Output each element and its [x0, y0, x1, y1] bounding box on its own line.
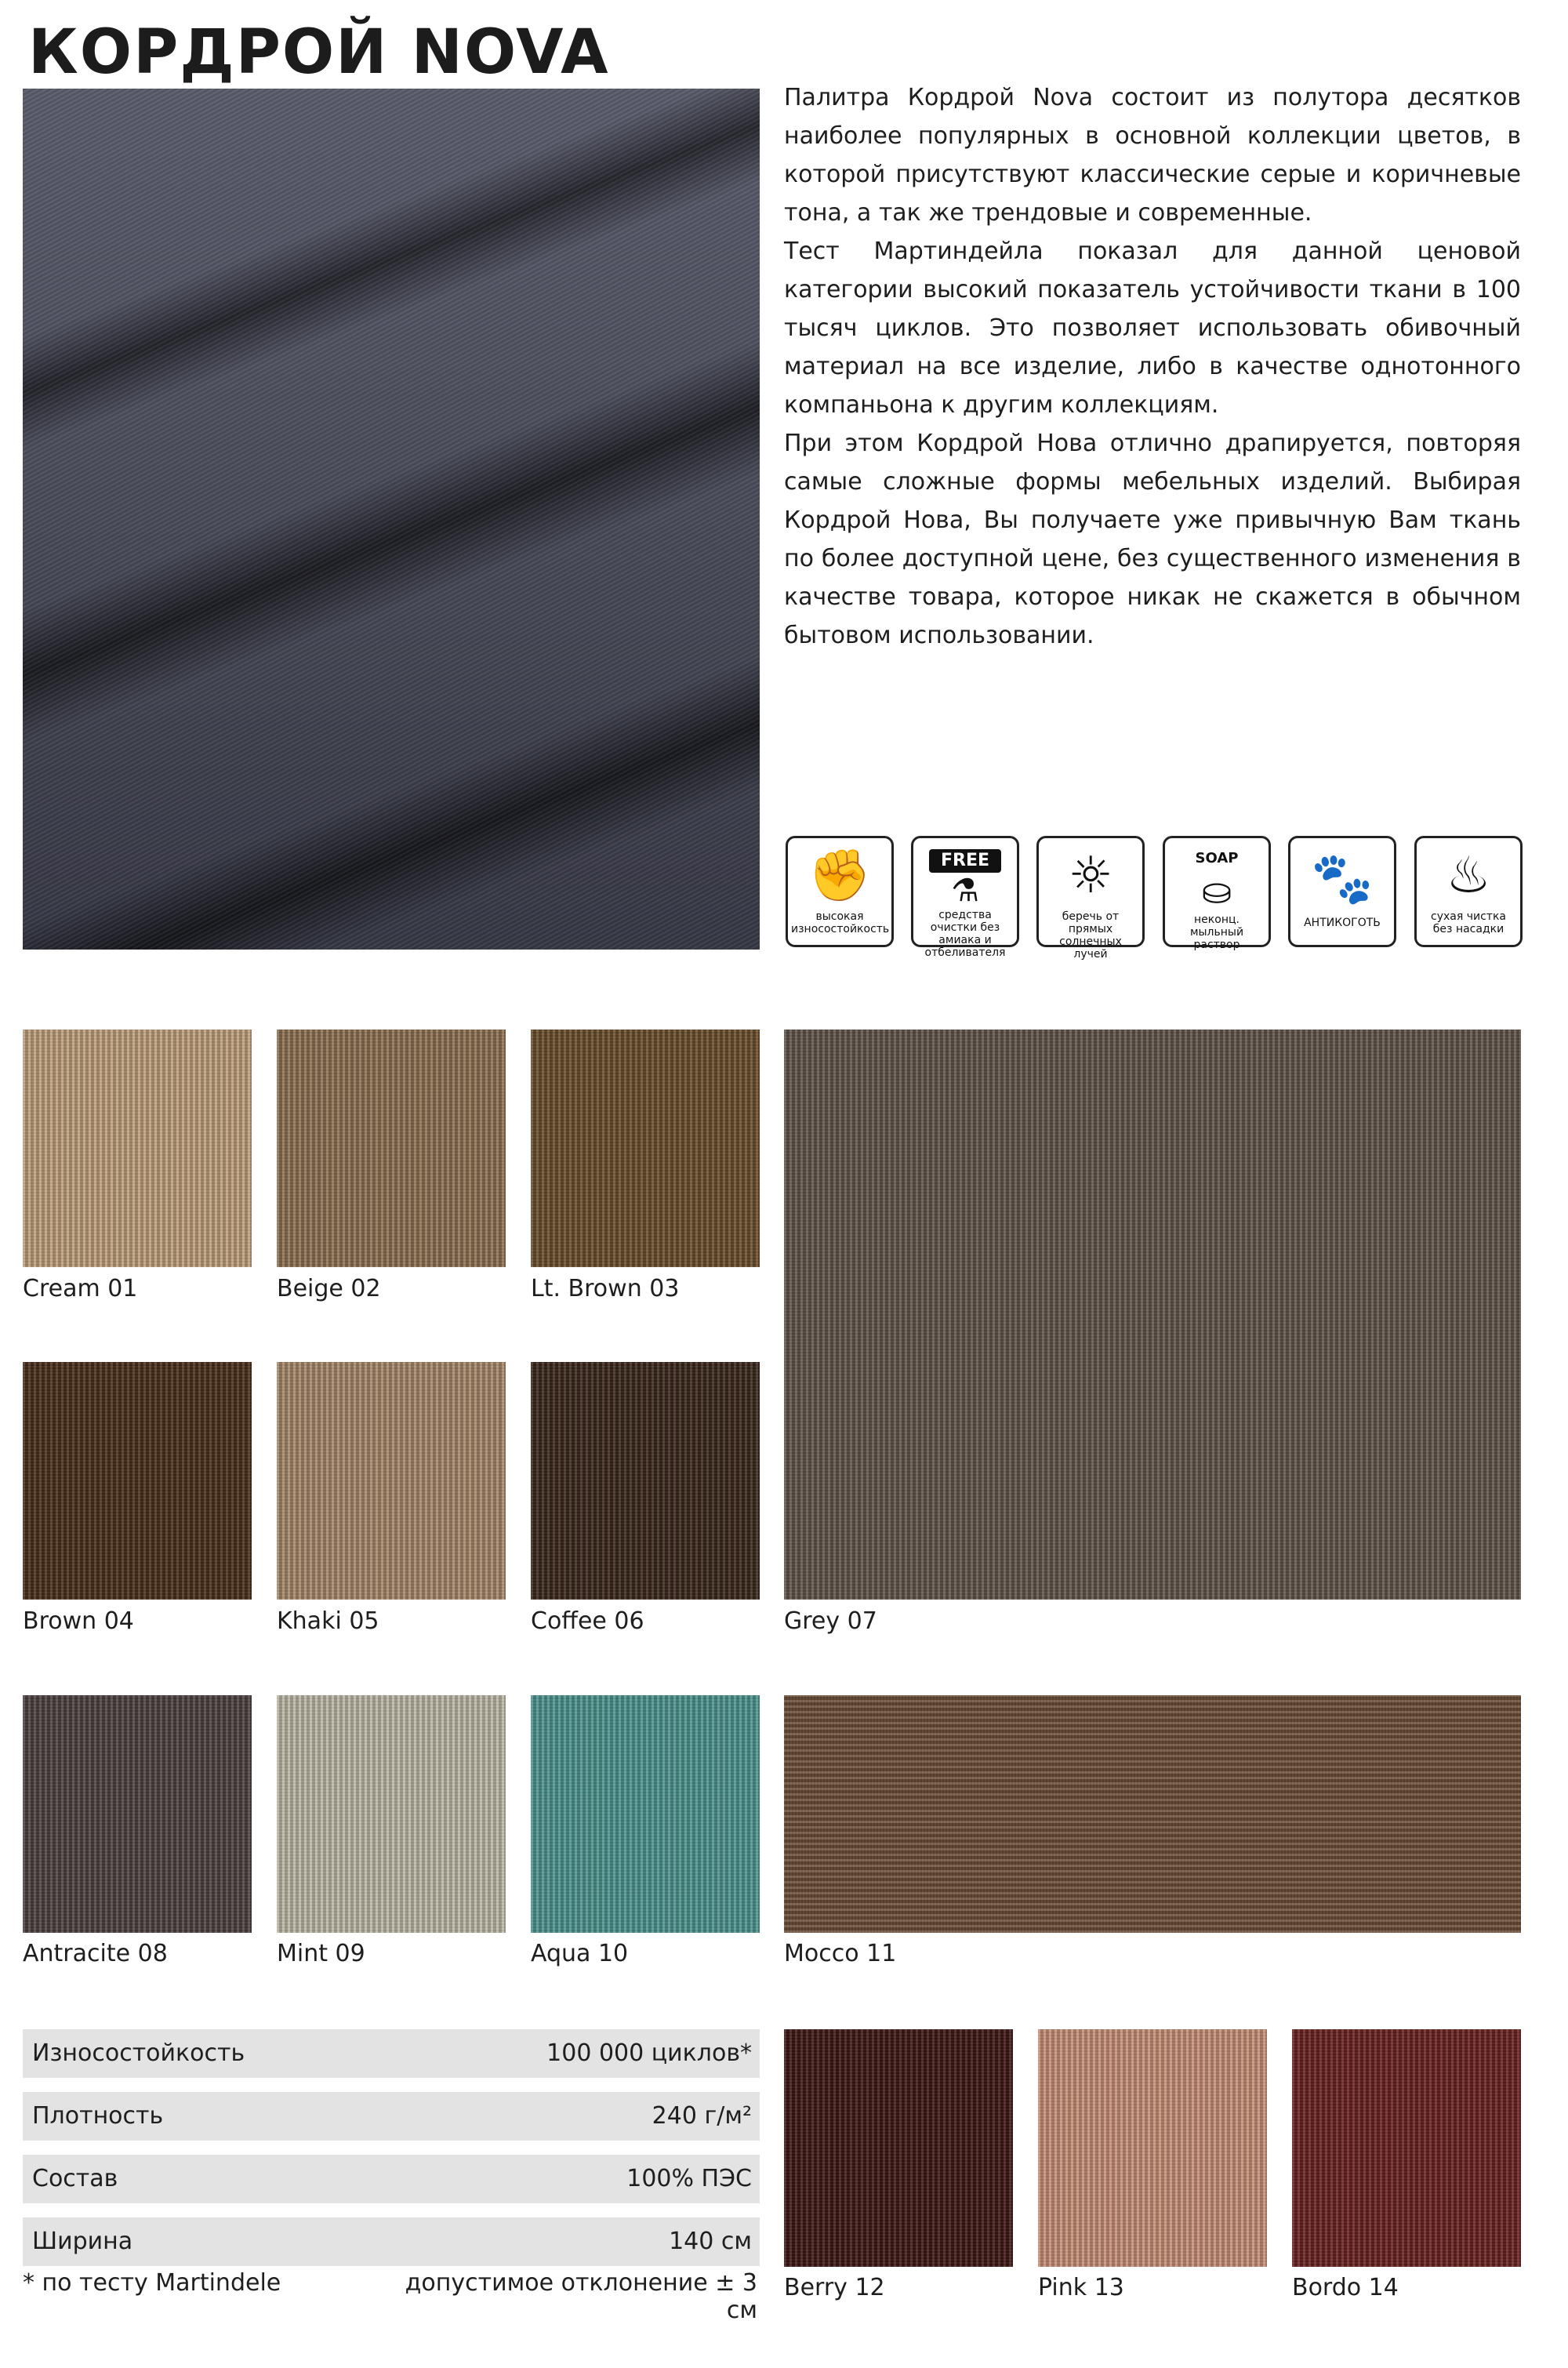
- hero-fabric-image: [23, 89, 760, 950]
- swatch-label: Beige 02: [277, 1275, 381, 1302]
- swatch-label: Coffee 06: [531, 1607, 644, 1635]
- spec-row-density: [23, 2092, 760, 2141]
- care-icons: [786, 836, 1523, 961]
- no-sun-icon: ☼ беречь от прямых солнечных лучей: [1036, 836, 1145, 947]
- spec-key: Износостойкость: [32, 2039, 245, 2067]
- swatch-grey-07: [784, 1030, 1521, 1600]
- description: [784, 78, 1521, 655]
- spec-value: 100% ПЭС: [626, 2165, 752, 2192]
- icon-caption: АНТИКОГОТЬ: [1304, 917, 1381, 929]
- spec-key: Состав: [32, 2165, 118, 2192]
- swatch-berry-12: [784, 2029, 1013, 2267]
- footnote-martindale: * по тесту Martindele: [23, 2269, 281, 2297]
- swatch-beige-02: [277, 1030, 506, 1267]
- swatch-label: Bordo 14: [1292, 2274, 1399, 2301]
- spec-row-composition: [23, 2155, 760, 2203]
- vacuum-icon: ♨ сухая чистка без насадки: [1414, 836, 1523, 947]
- page-title: КОРДРОЙ NOVA: [28, 17, 610, 88]
- swatch-label: Berry 12: [784, 2274, 885, 2301]
- swatch-label: Khaki 05: [277, 1607, 379, 1635]
- swatch-label: Grey 07: [784, 1607, 877, 1635]
- swatch-mocco-11: [784, 1695, 1521, 1933]
- free-cleaner-icon: FREE ⚗ средства очистки без амиака и отбеливателя: [911, 836, 1019, 947]
- spec-key: Ширина: [32, 2228, 133, 2255]
- swatch-coffee-06: [531, 1362, 760, 1600]
- swatch-mint-09: [277, 1695, 506, 1933]
- soap-badge: SOAP: [1195, 850, 1239, 866]
- description-paragraph-1: Палитра Кордрой Nova состоит из полутора десятков наиболее популярных в основной коллекции цветов, в которой присутствуют классические серые и коричневые тона, а так же трендовые и современные.: [784, 84, 1521, 227]
- swatch-brown-04: [23, 1362, 252, 1600]
- swatch-khaki-05: [277, 1362, 506, 1600]
- spec-row-width: [23, 2217, 760, 2266]
- spec-value: 140 см: [669, 2228, 752, 2255]
- spec-row-wear: [23, 2029, 760, 2078]
- spec-key: Плотность: [32, 2102, 164, 2130]
- swatch-cream-01: [23, 1030, 252, 1267]
- swatch-antracite-08: [23, 1695, 252, 1933]
- swatch-label: Brown 04: [23, 1607, 134, 1635]
- icon-caption: сухая чистка без насадки: [1431, 910, 1506, 935]
- description-paragraph-3: При этом Кордрой Нова отлично драпируется, повторяя самые сложные формы мебельных изделий. Выбирая Кордрой Нова, Вы получаете уже привычную Вам ткань по более доступной цене, без существенного изменения в качестве товара, которое никак не скажется в обычном бытовом использовании.: [784, 430, 1521, 649]
- icon-caption: неконц. мыльный раствор: [1189, 913, 1244, 951]
- swatch-label: Lt. Brown 03: [531, 1275, 680, 1302]
- description-paragraph-2: Тест Мартиндейла показал для данной ценовой категории высокий показатель устойчивости ткани в 100 тысяч циклов. Это позволяет использовать обивочный материал на все изделие, либо в качестве однотонного компаньона к другим коллекциям.: [784, 238, 1521, 419]
- soap-icon: SOAP ⛀ неконц. мыльный раствор: [1163, 836, 1271, 947]
- fist-icon: ✊ высокая износостойкость: [786, 836, 894, 947]
- swatch-label: Aqua 10: [531, 1940, 629, 1967]
- swatch-bordo-14: [1292, 2029, 1521, 2267]
- swatch-pink-13: [1038, 2029, 1267, 2267]
- icon-caption: средства очистки без амиака и отбеливателя: [924, 909, 1006, 959]
- swatch-lt-brown-03: [531, 1030, 760, 1267]
- icon-caption: высокая износостойкость: [791, 910, 890, 935]
- paw-icon: 🐾 АНТИКОГОТЬ: [1288, 836, 1396, 947]
- swatch-label: Mint 09: [277, 1940, 365, 1967]
- icon-caption: беречь от прямых солнечных лучей: [1059, 910, 1122, 961]
- swatch-label: Cream 01: [23, 1275, 138, 1302]
- swatch-label: Antracite 08: [23, 1940, 168, 1967]
- spec-value: 240 г/м²: [652, 2102, 752, 2130]
- footnote-tolerance: допустимое отклонение ± 3 см: [405, 2269, 757, 2324]
- swatch-aqua-10: [531, 1695, 760, 1933]
- swatch-label: Pink 13: [1038, 2274, 1124, 2301]
- free-badge: FREE: [929, 849, 1001, 873]
- spec-value: 100 000 циклов*: [546, 2039, 752, 2067]
- swatch-label: Mocco 11: [784, 1940, 897, 1967]
